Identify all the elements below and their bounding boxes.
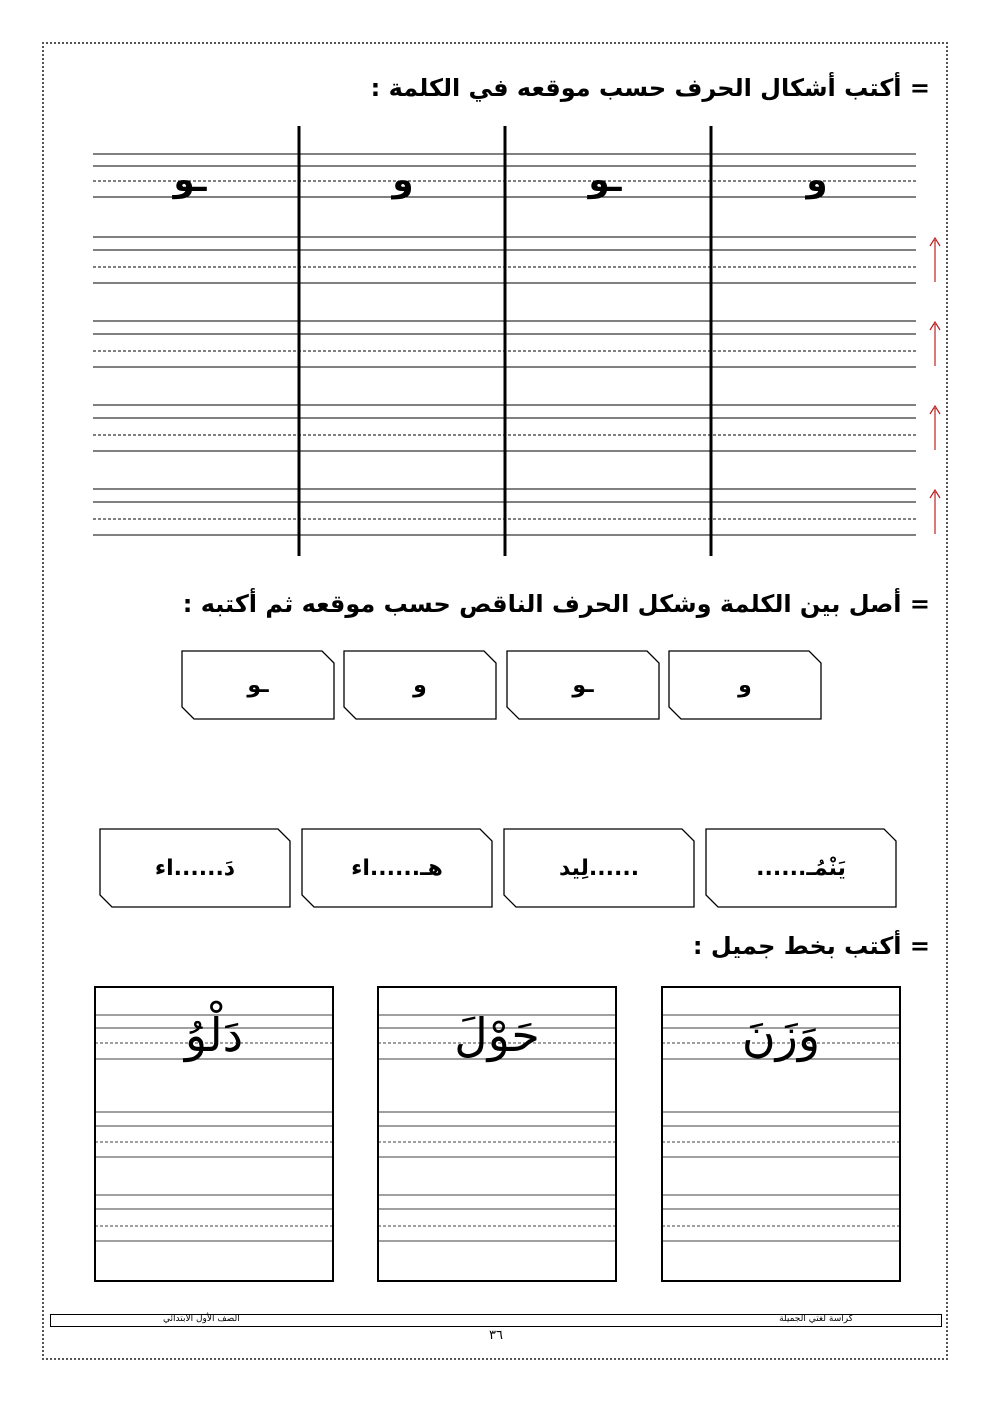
writing-grid[interactable] — [0, 0, 992, 570]
word-card-label: دَ......اء — [154, 855, 236, 881]
shape-card-label: ـو — [247, 672, 269, 698]
word-card-label: يَنْمُـ...... — [756, 855, 846, 881]
shape-card[interactable] — [181, 650, 335, 720]
word-card[interactable] — [503, 828, 695, 908]
word-card[interactable] — [301, 828, 493, 908]
word-card[interactable] — [99, 828, 291, 908]
section-title-write-forms: = أكتب أشكال الحرف حسب موقعه في الكلمة : — [370, 74, 930, 102]
word-card-label: ......لِيد — [558, 855, 640, 881]
section-title-match: = أصل بين الكلمة وشكل الحرف الناقص حسب موقعه ثم أكتبه : — [182, 590, 930, 618]
calligraphy-word: حَوْلَ — [454, 1008, 540, 1062]
calligraphy-panel[interactable] — [377, 986, 617, 1282]
page-number: ٣٦ — [489, 1328, 503, 1343]
letter-isolated: و — [806, 160, 828, 200]
shape-card[interactable] — [506, 650, 660, 720]
letter-isolated-2: و — [392, 160, 414, 200]
shape-card-label: ـو — [572, 672, 594, 698]
word-card-label: هـ......اء — [351, 855, 443, 881]
letter-final-2: ـو — [173, 160, 207, 200]
footer-grade: الصف الأول الابتدائي — [163, 1314, 240, 1324]
section-title-calligraphy: = أكتب بخط جميل : — [692, 932, 930, 960]
shape-card[interactable] — [668, 650, 822, 720]
calligraphy-panel[interactable] — [94, 986, 334, 1282]
word-card[interactable] — [705, 828, 897, 908]
shape-card-label: و — [738, 672, 752, 698]
shape-card[interactable] — [343, 650, 497, 720]
letter-final: ـو — [588, 160, 622, 200]
shape-card-label: و — [413, 672, 427, 698]
calligraphy-panel[interactable] — [661, 986, 901, 1282]
footer-bar — [50, 1314, 942, 1327]
calligraphy-word: دَلْوُ — [184, 1008, 244, 1062]
calligraphy-word: وَزَنَ — [741, 1008, 821, 1062]
footer-book-title: كراسة لغتي الجميلة — [779, 1314, 853, 1324]
